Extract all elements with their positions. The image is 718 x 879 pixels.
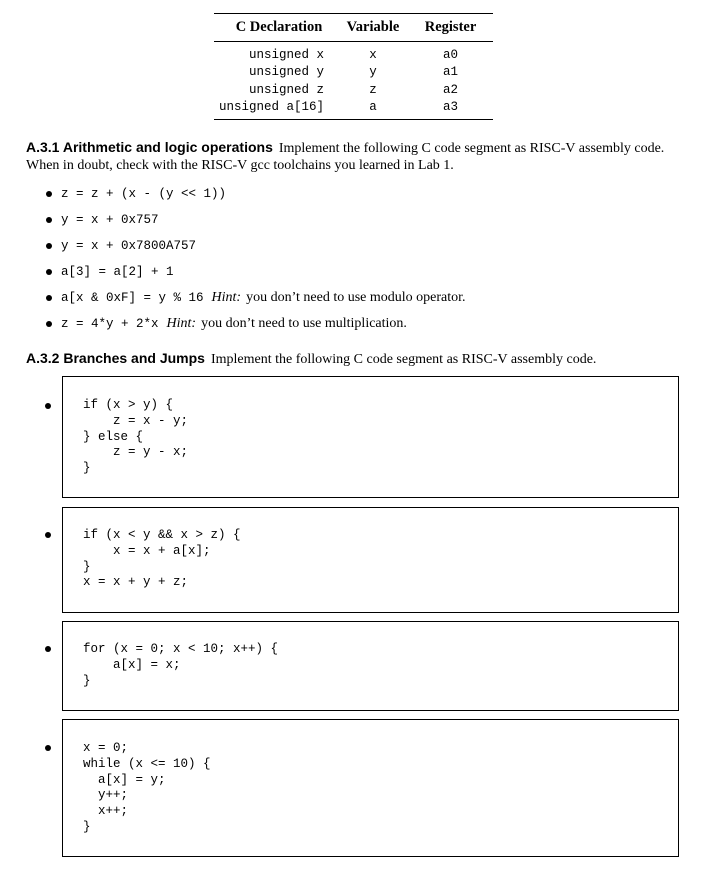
table-header bbox=[214, 14, 493, 42]
section-branches bbox=[26, 350, 694, 368]
bullet-icon bbox=[46, 269, 52, 275]
code-snippet: if (x > y) { z = x - y; } else { z = y - x; } bbox=[83, 398, 189, 476]
list-item bbox=[46, 285, 686, 311]
list-item bbox=[46, 181, 686, 207]
hint-text: you don’t need to use multiplication. bbox=[201, 316, 407, 331]
cell-variable: x bbox=[369, 47, 377, 62]
declaration-table bbox=[214, 13, 493, 120]
header-register: Register bbox=[424, 19, 477, 35]
bullet-icon bbox=[45, 646, 51, 652]
bullet-icon bbox=[46, 295, 52, 301]
cell-variable: y bbox=[369, 65, 377, 80]
bullet-icon bbox=[45, 532, 51, 538]
section-intro: Implement the following C code segment as RISC-V assembly code. bbox=[210, 352, 597, 367]
cell-declaration: unsigned a[16] bbox=[218, 100, 324, 115]
cell-register: a0 bbox=[442, 47, 458, 62]
table-row bbox=[214, 81, 493, 99]
bullet-icon bbox=[45, 403, 51, 409]
bullet-icon bbox=[45, 745, 51, 751]
bullet-icon bbox=[46, 321, 52, 327]
code-expression: z = z + (x - (y << 1)) bbox=[61, 187, 227, 201]
code-expression: z = 4*y + 2*x bbox=[61, 317, 159, 331]
code-snippet: if (x < y && x > z) { x = x + a[x]; } x = x + y + z; bbox=[83, 528, 241, 590]
cell-declaration: unsigned z bbox=[248, 82, 324, 97]
code-box-while-loop bbox=[62, 719, 679, 857]
code-expression: y = x + 0x757 bbox=[61, 213, 159, 227]
header-variable: Variable bbox=[346, 19, 400, 35]
list-item bbox=[46, 207, 686, 233]
table-body bbox=[214, 42, 493, 119]
bullet-icon bbox=[46, 191, 52, 197]
list-item bbox=[46, 259, 686, 285]
code-expression: a[x & 0xF] = y % 16 bbox=[61, 291, 204, 305]
code-box-if-and bbox=[62, 507, 679, 613]
code-snippet: for (x = 0; x < 10; x++) { a[x] = x; } bbox=[83, 642, 279, 688]
code-box-if-else bbox=[62, 376, 679, 498]
section-title: A.3.2 Branches and Jumps bbox=[26, 350, 205, 366]
arithmetic-bullet-list bbox=[46, 181, 686, 337]
cell-register: a3 bbox=[442, 100, 458, 115]
header-c-declaration: C Declaration bbox=[235, 19, 323, 35]
section-arithmetic bbox=[26, 139, 694, 174]
hint-label: Hint: bbox=[166, 316, 197, 331]
list-item bbox=[46, 233, 686, 259]
cell-declaration: unsigned y bbox=[248, 65, 324, 80]
cell-register: a1 bbox=[442, 65, 458, 80]
section-title: A.3.1 Arithmetic and logic operations bbox=[26, 139, 273, 155]
code-expression: a[3] = a[2] + 1 bbox=[61, 265, 174, 279]
cell-declaration: unsigned x bbox=[248, 47, 324, 62]
code-snippet: x = 0; while (x <= 10) { a[x] = y; y++; x++; } bbox=[83, 741, 211, 834]
cell-variable: z bbox=[369, 82, 377, 97]
bullet-icon bbox=[46, 217, 52, 223]
table-row bbox=[214, 64, 493, 82]
list-item bbox=[46, 311, 686, 337]
code-expression: y = x + 0x7800A757 bbox=[61, 239, 197, 253]
cell-register: a2 bbox=[442, 82, 458, 97]
code-box-for-loop bbox=[62, 621, 679, 711]
table-row bbox=[214, 46, 493, 64]
section-intro: Implement the following C code segment as RISC-V assembly code. When in doubt, check with the RISC-V gcc toolchains you learned in Lab 1. bbox=[26, 141, 665, 173]
hint-label: Hint: bbox=[211, 290, 242, 305]
table-row bbox=[214, 99, 493, 117]
bullet-icon bbox=[46, 243, 52, 249]
cell-variable: a bbox=[369, 100, 377, 115]
hint-text: you don’t need to use modulo operator. bbox=[246, 290, 466, 305]
